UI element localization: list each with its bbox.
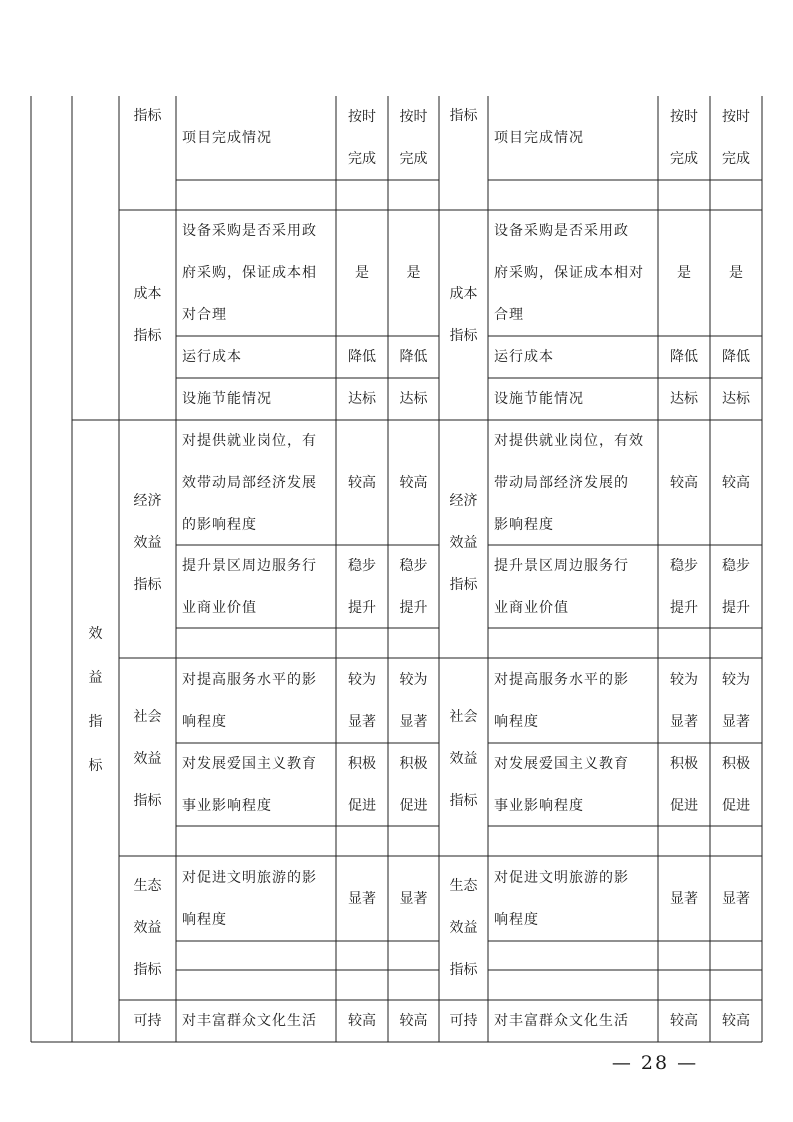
- cost-item-energy-left: 设施节能情况: [182, 391, 272, 407]
- social-indicator-label-right: 社会 效益 指标: [449, 709, 478, 809]
- sustainable-item-culture-right: 对丰富群众文化生活: [494, 1013, 629, 1029]
- cost-item-procurement-right: 设备采购是否采用政 府采购，保证成本相对 合理: [494, 223, 644, 323]
- sustainable-item-culture-left: 对丰富群众文化生活: [182, 1013, 317, 1029]
- cost-item-energy-value-right-2: 达标: [722, 391, 750, 407]
- indicator-label-schedule-right: 指标: [449, 108, 478, 124]
- cost-indicator-label-right: 成本 指标: [449, 286, 478, 344]
- cost-item-procurement-left: 设备采购是否采用政 府采购，保证成本相 对合理: [182, 223, 317, 323]
- schedule-description-left: 项目完成情况: [182, 130, 272, 146]
- indicator-label-schedule-left: 指标: [133, 108, 162, 124]
- schedule-value-right-1: 按时 完成: [670, 109, 698, 167]
- social-item-service-value-right-2: 较为 显著: [722, 671, 750, 730]
- cost-item-energy-value-left-1: 达标: [348, 391, 376, 407]
- social-item-service-value-right-1: 较为 显著: [670, 671, 698, 730]
- cost-item-procurement-value-right-1: 是: [677, 265, 691, 281]
- cost-item-operation-left: 运行成本: [182, 349, 242, 365]
- schedule-description-right: 项目完成情况: [494, 130, 584, 146]
- economic-item-employment-value-right-1: 较高: [670, 474, 698, 491]
- cost-item-operation-value-right-1: 降低: [670, 349, 698, 365]
- economic-item-commerce-right: 提升景区周边服务行 业商业价值: [494, 557, 629, 616]
- social-item-service-left: 对提高服务水平的影 响程度: [182, 671, 317, 730]
- ecological-item-tourism-right: 对促进文明旅游的影 响程度: [494, 869, 629, 928]
- cost-item-operation-value-right-2: 降低: [722, 349, 750, 365]
- social-item-service-value-left-2: 较为 显著: [399, 671, 428, 730]
- ecological-indicator-label-right: 生态 效益 指标: [449, 878, 478, 978]
- social-item-education-right: 对发展爱国主义教育 事业影响程度: [494, 755, 629, 814]
- cost-item-procurement-value-left-1: 是: [355, 265, 369, 281]
- economic-item-commerce-value-left-1: 稳步 提升: [348, 557, 376, 616]
- cost-item-energy-right: 设施节能情况: [494, 391, 584, 407]
- ecological-item-tourism-value-right-2: 显著: [722, 890, 750, 907]
- cost-item-procurement-value-right-2: 是: [729, 265, 743, 281]
- cost-item-operation-right: 运行成本: [494, 349, 554, 365]
- economic-item-commerce-left: 提升景区周边服务行 业商业价值: [182, 557, 317, 616]
- schedule-value-right-2: 按时 完成: [722, 109, 750, 167]
- social-item-education-value-right-2: 积极 促进: [722, 755, 750, 814]
- page-number: — 28 —: [611, 1052, 699, 1074]
- social-item-education-value-left-1: 积极 促进: [348, 755, 376, 814]
- economic-item-employment-left: 对提供就业岗位，有 效带动局部经济发展 的影响程度: [182, 432, 317, 533]
- ecological-item-tourism-value-left-1: 显著: [348, 890, 376, 907]
- ecological-indicator-label-left: 生态 效益 指标: [133, 878, 162, 978]
- schedule-value-left-2: 按时 完成: [399, 109, 428, 167]
- economic-item-employment-right: 对提供就业岗位，有效 带动局部经济发展的 影响程度: [494, 432, 644, 533]
- economic-item-employment-value-left-1: 较高: [348, 474, 376, 491]
- sustainable-indicator-label-left: 可持: [133, 1013, 162, 1029]
- economic-indicator-label-right: 经济 效益 指标: [449, 493, 478, 593]
- social-item-education-left: 对发展爱国主义教育 事业影响程度: [182, 755, 317, 814]
- ecological-item-tourism-value-left-2: 显著: [399, 890, 428, 907]
- economic-item-commerce-value-right-1: 稳步 提升: [670, 557, 698, 616]
- economic-indicator-label-left: 经济 效益 指标: [133, 493, 162, 593]
- ecological-item-tourism-value-right-1: 显著: [670, 890, 698, 907]
- ecological-item-tourism-left: 对促进文明旅游的影 响程度: [182, 869, 317, 928]
- social-item-education-value-right-1: 积极 促进: [670, 755, 698, 814]
- sustainable-item-culture-value-left-2: 较高: [399, 1013, 428, 1029]
- social-item-education-value-left-2: 积极 促进: [399, 755, 428, 814]
- economic-item-commerce-value-right-2: 稳步 提升: [722, 557, 750, 616]
- cost-item-operation-value-left-2: 降低: [399, 349, 428, 365]
- cost-item-procurement-value-left-2: 是: [406, 265, 421, 281]
- cost-item-energy-value-right-1: 达标: [670, 391, 698, 407]
- sustainable-item-culture-value-right-1: 较高: [670, 1013, 698, 1029]
- cost-indicator-label-left: 成本 指标: [133, 286, 162, 344]
- cost-item-operation-value-left-1: 降低: [348, 349, 376, 365]
- sustainable-item-culture-value-left-1: 较高: [348, 1013, 376, 1029]
- sustainable-item-culture-value-right-2: 较高: [722, 1013, 750, 1029]
- cost-item-energy-value-left-2: 达标: [399, 391, 428, 407]
- social-item-service-value-left-1: 较为 显著: [348, 671, 376, 730]
- schedule-value-left-1: 按时 完成: [348, 109, 376, 167]
- social-indicator-label-left: 社会 效益 指标: [133, 709, 162, 809]
- social-item-service-right: 对提高服务水平的影 响程度: [494, 671, 629, 730]
- economic-item-employment-value-left-2: 较高: [399, 474, 428, 491]
- economic-item-employment-value-right-2: 较高: [722, 474, 750, 491]
- economic-item-commerce-value-left-2: 稳步 提升: [399, 557, 428, 616]
- sustainable-indicator-label-right: 可持: [449, 1013, 478, 1029]
- benefit-indicator-label: 效 益 指 标: [88, 626, 103, 774]
